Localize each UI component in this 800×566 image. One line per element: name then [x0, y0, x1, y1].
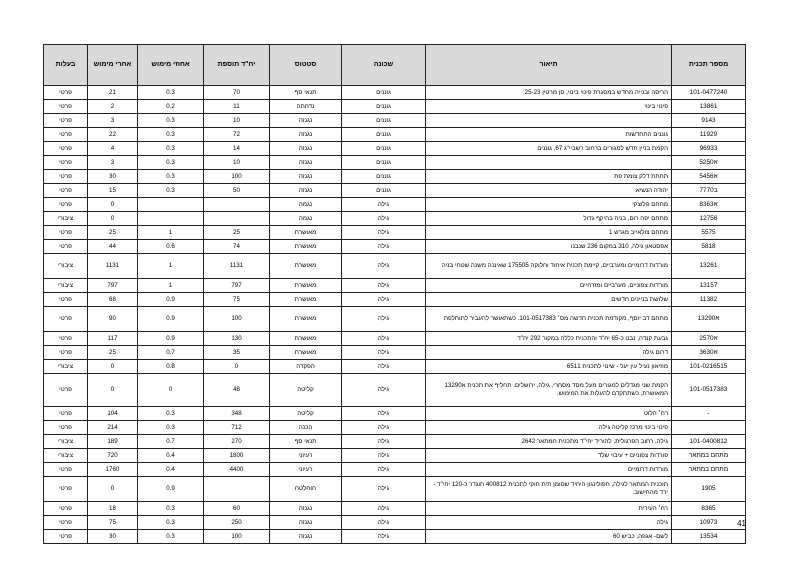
cell-status: נגנזה — [270, 114, 342, 128]
cell-program-number: 101-0216515 — [672, 360, 746, 374]
cell-added-units: 130 — [204, 332, 270, 346]
cell-after-realization: 1131 — [88, 254, 138, 279]
cell-added-units: 270 — [204, 435, 270, 449]
cell-ownership: פרטי — [44, 516, 88, 530]
cell-status: נגנזה — [270, 128, 342, 142]
cell-program-number: 1905 — [672, 477, 746, 502]
cell-added-units: 797 — [204, 279, 270, 293]
cell-added-units: 35 — [204, 346, 270, 360]
table-row — [44, 530, 746, 544]
cell-added-units: 72 — [204, 128, 270, 142]
cell-description: לשם- אגפה, כביש 60 — [426, 530, 672, 544]
cell-status: תנאי סף — [270, 86, 342, 100]
cell-added-units: 50 — [204, 184, 270, 198]
cell-after-realization: 797 — [88, 279, 138, 293]
cell-program-number: 13157 — [672, 279, 746, 293]
cell-description: תחתת דלק צומת פת — [426, 170, 672, 184]
cell-neighborhood: גילה — [342, 374, 426, 407]
cell-status: רעיוני — [270, 449, 342, 463]
cell-added-units: 60 — [204, 502, 270, 516]
cell-description: גילה — [426, 516, 672, 530]
cell-description — [426, 114, 672, 128]
cell-description: רח׳ העירית — [426, 502, 672, 516]
cell-status: נגנזה — [270, 516, 342, 530]
table-body — [44, 86, 746, 544]
cell-neighborhood: גילה — [342, 307, 426, 332]
table-row — [44, 279, 746, 293]
table-row — [44, 463, 746, 477]
cell-ownership: ציבורי — [44, 435, 88, 449]
cell-realization-percent: 0.8 — [138, 360, 204, 374]
cell-ownership: פרטי — [44, 463, 88, 477]
cell-added-units — [204, 477, 270, 502]
cell-after-realization: 18 — [88, 502, 138, 516]
table-row — [44, 114, 746, 128]
cell-ownership: ציבורי — [44, 449, 88, 463]
cell-description: תוכנית המתאר לגילה, חפולינגון היחיד שסומן תית חוקי לתכנית 400812 חוגדר כ-120 יחי"ד - ירד מהחישוב. — [426, 477, 672, 502]
table-row — [44, 449, 746, 463]
cell-program-number: א2570 — [672, 332, 746, 346]
cell-status: מאושרת — [270, 254, 342, 279]
cell-ownership: ציבורי — [44, 360, 88, 374]
cell-description: הריסה ובנייה מחדש במסגרת פינוי בינוי, סן מרטין 25-23 — [426, 86, 672, 100]
cell-neighborhood: גוננים — [342, 128, 426, 142]
cell-program-number: 96933 — [672, 142, 746, 156]
cell-after-realization: 104 — [88, 407, 138, 421]
cell-realization-percent: 0.3 — [138, 421, 204, 435]
cell-program-number: ב7770 — [672, 184, 746, 198]
cell-after-realization: 4 — [88, 142, 138, 156]
cell-status: קליטה — [270, 407, 342, 421]
cell-description: יהודה הנשיא — [426, 184, 672, 198]
cell-status: מאושרת — [270, 293, 342, 307]
cell-description: הקמת שני מגדלים למגורים מעל מסד מסחרי, גילה, ירושלים. תחליף את תכנית א13290 המאושרת, כשתתקדם להעלות את המימוש. — [426, 374, 672, 407]
table-row — [44, 421, 746, 435]
cell-neighborhood: גוננים — [342, 142, 426, 156]
cell-neighborhood: גילה — [342, 435, 426, 449]
cell-status: נגנזה — [270, 184, 342, 198]
cell-after-realization: 75 — [88, 516, 138, 530]
cell-description: פינוי בינוי מרכז קליטה גילה — [426, 421, 672, 435]
cell-after-realization: 0 — [88, 212, 138, 226]
cell-ownership: פרטי — [44, 184, 88, 198]
cell-neighborhood: גוננים — [342, 100, 426, 114]
cell-ownership: ציבורי — [44, 279, 88, 293]
cell-added-units: 100 — [204, 530, 270, 544]
cell-after-realization: 15 — [88, 184, 138, 198]
cell-added-units: 11 — [204, 100, 270, 114]
cell-realization-percent: 0.3 — [138, 516, 204, 530]
cell-added-units: 712 — [204, 421, 270, 435]
cell-after-realization: 189 — [88, 435, 138, 449]
cell-added-units: 70 — [204, 86, 270, 100]
cell-status: נגנזה — [270, 142, 342, 156]
cell-added-units: 25 — [204, 226, 270, 240]
cell-program-number: 9143 — [672, 114, 746, 128]
table-row — [44, 100, 746, 114]
cell-after-realization: 0 — [88, 360, 138, 374]
column-header-after-realization: אחרי מימוש — [88, 45, 138, 86]
cell-realization-percent: 0.9 — [138, 477, 204, 502]
cell-ownership: פרטי — [44, 86, 88, 100]
cell-after-realization: 25 — [88, 226, 138, 240]
table-row — [44, 360, 746, 374]
table-row — [44, 240, 746, 254]
page-number — [737, 519, 746, 528]
table-row — [44, 307, 746, 332]
cell-program-number: 101-0477240 — [672, 86, 746, 100]
cell-added-units — [204, 212, 270, 226]
cell-program-number: 13261 — [672, 254, 746, 279]
cell-program-number: מתחם במתאר — [672, 463, 746, 477]
cell-added-units: 250 — [204, 516, 270, 530]
cell-neighborhood: גילה — [342, 346, 426, 360]
cell-program-number: א5250 — [672, 156, 746, 170]
cell-neighborhood: גילה — [342, 279, 426, 293]
cell-ownership: פרטי — [44, 100, 88, 114]
table-row — [44, 156, 746, 170]
cell-after-realization: 720 — [88, 449, 138, 463]
cell-ownership: פרטי — [44, 307, 88, 332]
cell-description: מורדות צפוניים, מערביים ומזרחיים — [426, 279, 672, 293]
table-row — [44, 226, 746, 240]
table-row — [44, 502, 746, 516]
cell-neighborhood: גוננים — [342, 156, 426, 170]
cell-after-realization: 0 — [88, 477, 138, 502]
cell-ownership: פרטי — [44, 293, 88, 307]
cell-status: מאושרת — [270, 226, 342, 240]
cell-description: אפסטאון גילה, 310 במקום 236 שנבנו — [426, 240, 672, 254]
cell-program-number: - — [672, 407, 746, 421]
cell-added-units: 10 — [204, 156, 270, 170]
cell-description: מתחם דב יוסף, מקודמת תכנית חדשה מס׳ 101-0517383. כשתאושר להעביר לתוחלפת — [426, 307, 672, 332]
cell-realization-percent — [138, 212, 204, 226]
table-row — [44, 293, 746, 307]
cell-status: נגמה — [270, 212, 342, 226]
cell-ownership: פרטי — [44, 156, 88, 170]
cell-realization-percent: 0.3 — [138, 184, 204, 198]
cell-status: רעיוני — [270, 463, 342, 477]
cell-realization-percent: 1 — [138, 226, 204, 240]
cell-added-units: 48 — [204, 374, 270, 407]
cell-ownership: ציבורי — [44, 254, 88, 279]
column-header-status: סטטוס — [270, 45, 342, 86]
cell-realization-percent: 1 — [138, 279, 204, 293]
cell-status: חוחלטח — [270, 477, 342, 502]
table-row — [44, 477, 746, 502]
cell-realization-percent: 0.3 — [138, 142, 204, 156]
cell-description: גילה, רחוב הפרגולית, להוריד יחי"ד מתכנית חמתאר 2642 — [426, 435, 672, 449]
cell-after-realization: 30 — [88, 170, 138, 184]
cell-status: מאושרת — [270, 279, 342, 293]
cell-after-realization: 68 — [88, 293, 138, 307]
cell-after-realization: 44 — [88, 240, 138, 254]
cell-ownership: ציבורי — [44, 212, 88, 226]
cell-program-number: 13861 — [672, 100, 746, 114]
cell-neighborhood: גילה — [342, 449, 426, 463]
table-row — [44, 435, 746, 449]
cell-realization-percent: 0.3 — [138, 530, 204, 544]
cell-description: שלושת בניינים חדשים — [426, 293, 672, 307]
cell-program-number: א13290 — [672, 307, 746, 332]
cell-program-number: 5818 — [672, 240, 746, 254]
cell-realization-percent: 0.7 — [138, 346, 204, 360]
cell-status: נגנזה — [270, 502, 342, 516]
cell-description: מתחם יפה רום, בניה בהיקף גדול — [426, 212, 672, 226]
cell-realization-percent: 0.9 — [138, 293, 204, 307]
table-row — [44, 128, 746, 142]
cell-added-units — [204, 198, 270, 212]
cell-ownership: פרטי — [44, 240, 88, 254]
cell-realization-percent: 0.3 — [138, 170, 204, 184]
cell-program-number: 11382 — [672, 293, 746, 307]
table-row — [44, 86, 746, 100]
cell-realization-percent: 0.3 — [138, 86, 204, 100]
cell-neighborhood: גוננים — [342, 114, 426, 128]
cell-program-number: א5456 — [672, 170, 746, 184]
cell-description: גבעת קנדה, נבנו כ-65 יח"ד והתכנית כללה במקור 292 יח"ד — [426, 332, 672, 346]
cell-program-number: 12756 — [672, 212, 746, 226]
table-row — [44, 142, 746, 156]
cell-description: מתחם צולאייב מגרש 1 — [426, 226, 672, 240]
cell-description: מוזיאון נעיל עין יעל - שינוי לתכנית 6511 — [426, 360, 672, 374]
cell-status: הכנה — [270, 421, 342, 435]
cell-status: הפקדה — [270, 360, 342, 374]
column-header-realization-percent: אחוזי מימוש — [138, 45, 204, 86]
cell-realization-percent: 0.3 — [138, 156, 204, 170]
cell-ownership: פרטי — [44, 407, 88, 421]
cell-status: נדחתה — [270, 100, 342, 114]
cell-status: קליטה — [270, 374, 342, 407]
cell-ownership: פרטי — [44, 198, 88, 212]
cell-program-number: 8365 — [672, 502, 746, 516]
table-row — [44, 184, 746, 198]
cell-realization-percent: 0 — [138, 374, 204, 407]
cell-after-realization: 1760 — [88, 463, 138, 477]
cell-after-realization: 0 — [88, 198, 138, 212]
table-row — [44, 332, 746, 346]
cell-ownership: פרטי — [44, 346, 88, 360]
cell-after-realization: 22 — [88, 128, 138, 142]
cell-realization-percent: 0.4 — [138, 449, 204, 463]
cell-realization-percent: 0.3 — [138, 502, 204, 516]
cell-after-realization: 90 — [88, 307, 138, 332]
cell-neighborhood: גילה — [342, 198, 426, 212]
cell-neighborhood: גילה — [342, 293, 426, 307]
cell-program-number: 5575 — [672, 226, 746, 240]
cell-program-number: 13534 — [672, 530, 746, 544]
cell-after-realization: 0 — [88, 374, 138, 407]
cell-neighborhood: גילה — [342, 254, 426, 279]
cell-neighborhood: גילה — [342, 530, 426, 544]
cell-status: נגנזה — [270, 530, 342, 544]
cell-status: נגמה — [270, 198, 342, 212]
cell-ownership: פרטי — [44, 170, 88, 184]
cell-realization-percent: 0.7 — [138, 435, 204, 449]
column-header-neighborhood: שכונה — [342, 45, 426, 86]
cell-status: מאושרת — [270, 332, 342, 346]
cell-added-units: 75 — [204, 293, 270, 307]
cell-added-units: 1800 — [204, 449, 270, 463]
table-row — [44, 212, 746, 226]
cell-status: מאושרת — [270, 307, 342, 332]
cell-neighborhood: גילה — [342, 212, 426, 226]
cell-after-realization: 214 — [88, 421, 138, 435]
table-header — [44, 45, 746, 86]
table-row — [44, 407, 746, 421]
cell-realization-percent: 0.3 — [138, 114, 204, 128]
cell-realization-percent: 0.9 — [138, 307, 204, 332]
cell-added-units: 4400 — [204, 463, 270, 477]
column-header-ownership: בעלות — [44, 45, 88, 86]
cell-program-number: 101-0517383 — [672, 374, 746, 407]
cell-ownership: פרטי — [44, 502, 88, 516]
cell-after-realization: 30 — [88, 530, 138, 544]
cell-ownership: פרטי — [44, 114, 88, 128]
cell-description: גוננים התחדשות — [426, 128, 672, 142]
cell-ownership: פרטי — [44, 421, 88, 435]
cell-neighborhood: גוננים — [342, 184, 426, 198]
cell-added-units: 1131 — [204, 254, 270, 279]
cell-neighborhood: גילה — [342, 332, 426, 346]
table-row — [44, 170, 746, 184]
column-header-program-number: מספר תכנית — [672, 45, 746, 86]
cell-neighborhood: גילה — [342, 360, 426, 374]
planning-programs-table — [43, 44, 746, 544]
cell-program-number: א3630 — [672, 346, 746, 360]
cell-neighborhood: גילה — [342, 516, 426, 530]
cell-neighborhood: גילה — [342, 421, 426, 435]
cell-program-number: 101-0400812 — [672, 435, 746, 449]
cell-ownership: פרטי — [44, 530, 88, 544]
table-row — [44, 254, 746, 279]
cell-description: דרום גילה — [426, 346, 672, 360]
cell-status: מאושרת — [270, 240, 342, 254]
cell-description: הקמת בניין חדש למגורים ברחוב רשביי"ג 67, גוננים — [426, 142, 672, 156]
cell-description: פורדות צפוניים + עיבוי שלד — [426, 449, 672, 463]
cell-after-realization: 117 — [88, 332, 138, 346]
cell-realization-percent: 0.3 — [138, 128, 204, 142]
cell-after-realization: 3 — [88, 114, 138, 128]
table-row — [44, 374, 746, 407]
cell-ownership: פרטי — [44, 477, 88, 502]
cell-program-number: מתחם במתאר — [672, 449, 746, 463]
column-header-added-units: יח"ד תוספת — [204, 45, 270, 86]
cell-program-number: א8363 — [672, 198, 746, 212]
cell-program-number: 10973 — [672, 516, 746, 530]
table-row — [44, 516, 746, 530]
cell-after-realization: 21 — [88, 86, 138, 100]
cell-neighborhood: גוננים — [342, 86, 426, 100]
cell-neighborhood: גילה — [342, 463, 426, 477]
table-row — [44, 346, 746, 360]
cell-realization-percent: 0.6 — [138, 240, 204, 254]
cell-status: מאושרת — [270, 346, 342, 360]
column-header-description: תיאור — [426, 45, 672, 86]
cell-ownership: פרטי — [44, 332, 88, 346]
cell-added-units: 0 — [204, 360, 270, 374]
cell-added-units: 74 — [204, 240, 270, 254]
cell-neighborhood: גילה — [342, 240, 426, 254]
cell-after-realization: 3 — [88, 156, 138, 170]
cell-ownership: פרטי — [44, 226, 88, 240]
cell-ownership: פרטי — [44, 374, 88, 407]
cell-status: נגנזה — [270, 156, 342, 170]
cell-realization-percent: 0.3 — [138, 407, 204, 421]
cell-neighborhood: גילה — [342, 226, 426, 240]
cell-neighborhood: גילה — [342, 502, 426, 516]
cell-after-realization: 2 — [88, 100, 138, 114]
cell-added-units: 348 — [204, 407, 270, 421]
cell-realization-percent: 0.2 — [138, 100, 204, 114]
cell-status: תנאי סף — [270, 435, 342, 449]
cell-added-units: 14 — [204, 142, 270, 156]
cell-ownership: פרטי — [44, 128, 88, 142]
page-number-value: 41 — [737, 519, 746, 528]
cell-added-units: 100 — [204, 170, 270, 184]
cell-description: מורדות דרומיים — [426, 463, 672, 477]
cell-description: רח׳ הלוט — [426, 407, 672, 421]
cell-neighborhood: גילה — [342, 407, 426, 421]
cell-realization-percent — [138, 198, 204, 212]
cell-description: פינוי בינוי — [426, 100, 672, 114]
cell-ownership: פרטי — [44, 142, 88, 156]
cell-program-number — [672, 421, 746, 435]
cell-description: מתחם פלוצקי — [426, 198, 672, 212]
cell-neighborhood: גילה — [342, 477, 426, 502]
cell-status: נגנזה — [270, 170, 342, 184]
cell-realization-percent: 0.9 — [138, 332, 204, 346]
table-row — [44, 198, 746, 212]
cell-realization-percent: 0.4 — [138, 463, 204, 477]
cell-description: מורדות דרומיים ומערביים, קיימת תכנית איחוד וחלוקה 175505 שאיננה משנה שטחי בניה — [426, 254, 672, 279]
cell-added-units: 100 — [204, 307, 270, 332]
cell-description — [426, 156, 672, 170]
cell-neighborhood: גוננים — [342, 170, 426, 184]
cell-after-realization: 25 — [88, 346, 138, 360]
cell-realization-percent: 1 — [138, 254, 204, 279]
cell-program-number: 11929 — [672, 128, 746, 142]
table-header-row — [44, 45, 746, 86]
cell-added-units: 10 — [204, 114, 270, 128]
